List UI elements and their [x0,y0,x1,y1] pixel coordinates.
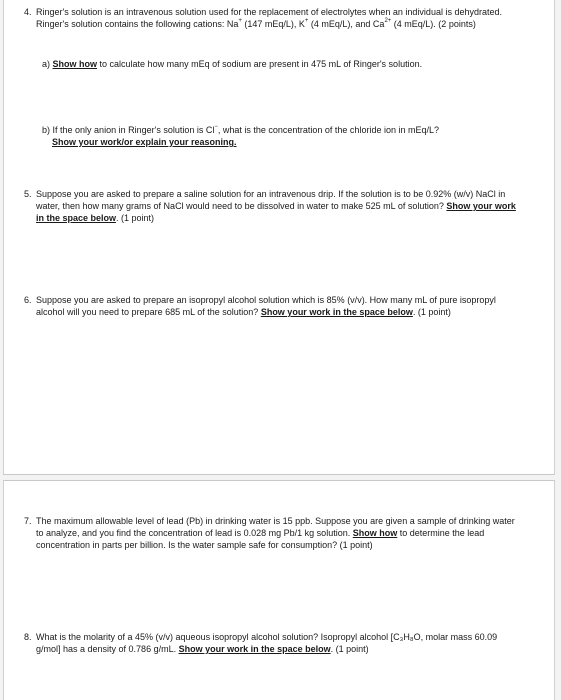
question-8 [24,631,524,655]
question-4a: a) Show how to calculate how many mEq of sodium are present in 475 mL of Ringer's solution. [42,59,423,69]
question-8-text: What is the molarity of a 45% (v/v) aqueous isopropyl alcohol solution? Isopropyl alcohol [C₃H₈O, molar mass 60.09 g/mol] has a density of 0.786 g/mL. Show your work in the space below. (1 point) [36,632,498,654]
question-6-text: Suppose you are asked to prepare an isopropyl alcohol solution which is 85% (v/v). How many mL of pure isopropyl alcohol will you need to prepare 685 mL of the solution? Show your work in the space below. (1 point) [36,295,496,317]
question-5-number: 5. [24,189,32,199]
question-7-text: The maximum allowable level of lead (Pb) in drinking water is 15 ppb. Suppose you are given a sample of drinking water to analyze, and you find the concentration of lead is 0.028 mg Pb/1 kg solution. Show how to determine the lead concentration in parts per billion. Is the water sample safe for consumption? (1 point) [36,516,515,550]
question-6-number: 6. [24,295,32,305]
question-7-number: 7. [24,516,32,526]
show-how-emphasis: Show how [52,59,98,69]
question-4-text: Ringer's solution is an intravenous solution used for the replacement of electrolytes when an individual is dehydrated. Ringer's solution contains the following cations: Na+ (147 mEq/L), K+ (4 mEq/L), and $Ca^{2+}$ (4 mEq/L). (2 points) [36,7,502,29]
question-4-number: 4. [24,7,32,17]
question-7 [24,515,524,551]
question-4b: b) If the only anion in Ringer's solution is Cl−, what is the concentration of the chloride ion in mEq/L? Show your work/or explain your reasoning. [42,124,439,147]
show-work-emphasis: Show your work/or explain your reasoning. [52,137,237,147]
question-5 [24,188,524,224]
question-6 [24,294,524,318]
question-5-text: Suppose you are asked to prepare a saline solution for an intravenous drip. If the solution is to be 0.92% (w/v) NaCl in water, then how many grams of NaCl would need to be dissolved in water to make 525 mL of solution? Show your work in the space below. (1 point) [36,189,516,223]
worksheet-page-1 [3,0,555,475]
worksheet-page-2 [3,480,555,700]
question-8-number: 8. [24,632,32,642]
question-4 [24,6,524,30]
